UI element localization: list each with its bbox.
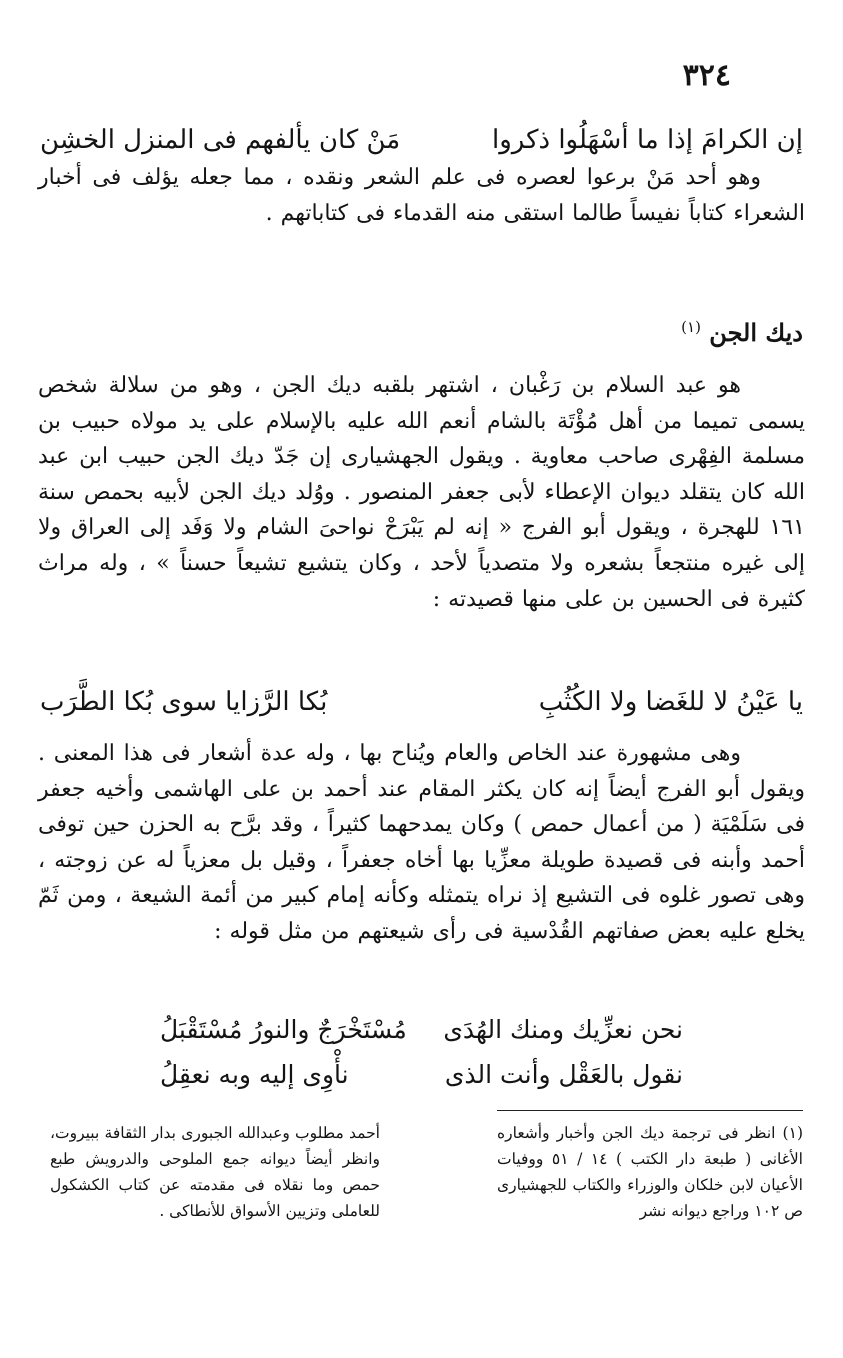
section-title: ديك الجن (709, 318, 803, 347)
verse-hemistich: إن الكرامَ إذا ما أسْهَلُوا ذكروا (491, 125, 803, 155)
footnote-text-continued: أحمد مطلوب وعبدالله الجبورى بدار الثقافة ببيروت، وانظر أيضاً ديوانه جمع الملوحى والدرويش طبع حمص وما نقلاه فى مقدمته عن كتاب الكشكول للعاملى وتزيين الأسواق للأنطاكى . (50, 1124, 380, 1220)
verse-hemistich: يا عَيْنُ لا للغَضا ولا الكُثُبِ (538, 687, 803, 717)
closing-verse (160, 1010, 683, 1050)
elegy-verse (40, 682, 803, 722)
closing-verse (160, 1055, 683, 1095)
verse-hemistich: مَنْ كان يألفهم فى المنزل الخشِن (40, 125, 401, 155)
intro-paragraph: وهو أحد مَنْ برعوا لعصره فى علم الشعر ونقده ، مما جعله يؤلف فى أخبار الشعراء كتاباً نفيساً طالما استقى منه القدماء فى كتاباتهم . (38, 165, 805, 226)
footnote-marker: (١) (681, 318, 701, 336)
commentary-paragraph: وهى مشهورة عند الخاص والعام ويُناح بها ، وله عدة أشعار فى هذا المعنى . ويقول أبو الفرج أيضاً إنه كان يكثر المقام عند أحمد بن على الهاشمى وأخيه جعفر فى سَلَمْيَة ( من أعمال حمص ) وكان يمدحهما كثيراً ، وقد برَّح به الحزن حين توفى أحمد وأبنه فى قصيدة طويلة معزِّيا بها أخاه جعفراً ، وقيل بل معزياً له عن زوجته ، وهى تصور غلوه فى التشيع إذ نراه يتمثله وكأنه إمام كبير من أئمة الشيعة ، ومن ثَمّ يخلع عليه بعض صفاتهم القُدْسية فى رأى شيعتهم من مثل قوله : (38, 741, 805, 944)
footnote-text: (١) انظر فى ترجمة ديك الجن وأخبار وأشعاره الأغانى ( طبعة دار الكتب ) ١٤ / ٥١ ووفيات الأعيان لابن خلكان والوزراء والكتاب للجهشيارى ص ١٠٢ وراجع ديوانه نشر (497, 1124, 803, 1220)
verse-hemistich: نحن نعزِّيك ومنك الهُدَى (443, 1015, 683, 1044)
footnote-divider (497, 1110, 803, 1111)
verse-hemistich: نأْوِى إليه وبه نعقِلُ (160, 1060, 349, 1089)
opening-verse (40, 120, 803, 160)
verse-hemistich: بُكا الرَّزايا سوى بُكا الطَّرَب (40, 687, 328, 717)
page-number: ٣٢٤ (682, 58, 731, 93)
verse-hemistich: نقول بالعَقْل وأنت الذى (444, 1060, 683, 1089)
biography-paragraph: هو عبد السلام بن رَغْبان ، اشتهر بلقبه ديك الجن ، وهو من سلالة شخص يسمى تميما من أهل مُؤْتَة بالشام أنعم الله عليه بالإسلام على يد مولاه حبيب بن مسلمة الفِهْرى صاحب معاوية . ويقول الجهشيارى إن جَدّ ديك الجن حبيب ابن عبد الله كان يتقلد ديوان الإعطاء لأبى جعفر المنصور . ووُلد ديك الجن لأبيه بحمص سنة ١٦١ للهجرة ، ويقول أبو الفرج « إنه لم يَبْرَحْ نواحىَ الشام ولا وَفَد إلى العراق ولا إلى غيره منتجعاً بشعره ولا متصدياً لأحد ، وكان يتشيع تشيعاً حسناً » ، وله مراث كثيرة فى الحسين بن على منها قصيدته : (38, 373, 805, 612)
section-heading (681, 318, 803, 347)
verse-hemistich: مُسْتَخْرَجٌ والنورُ مُسْتَقْبَلُ (160, 1015, 407, 1044)
